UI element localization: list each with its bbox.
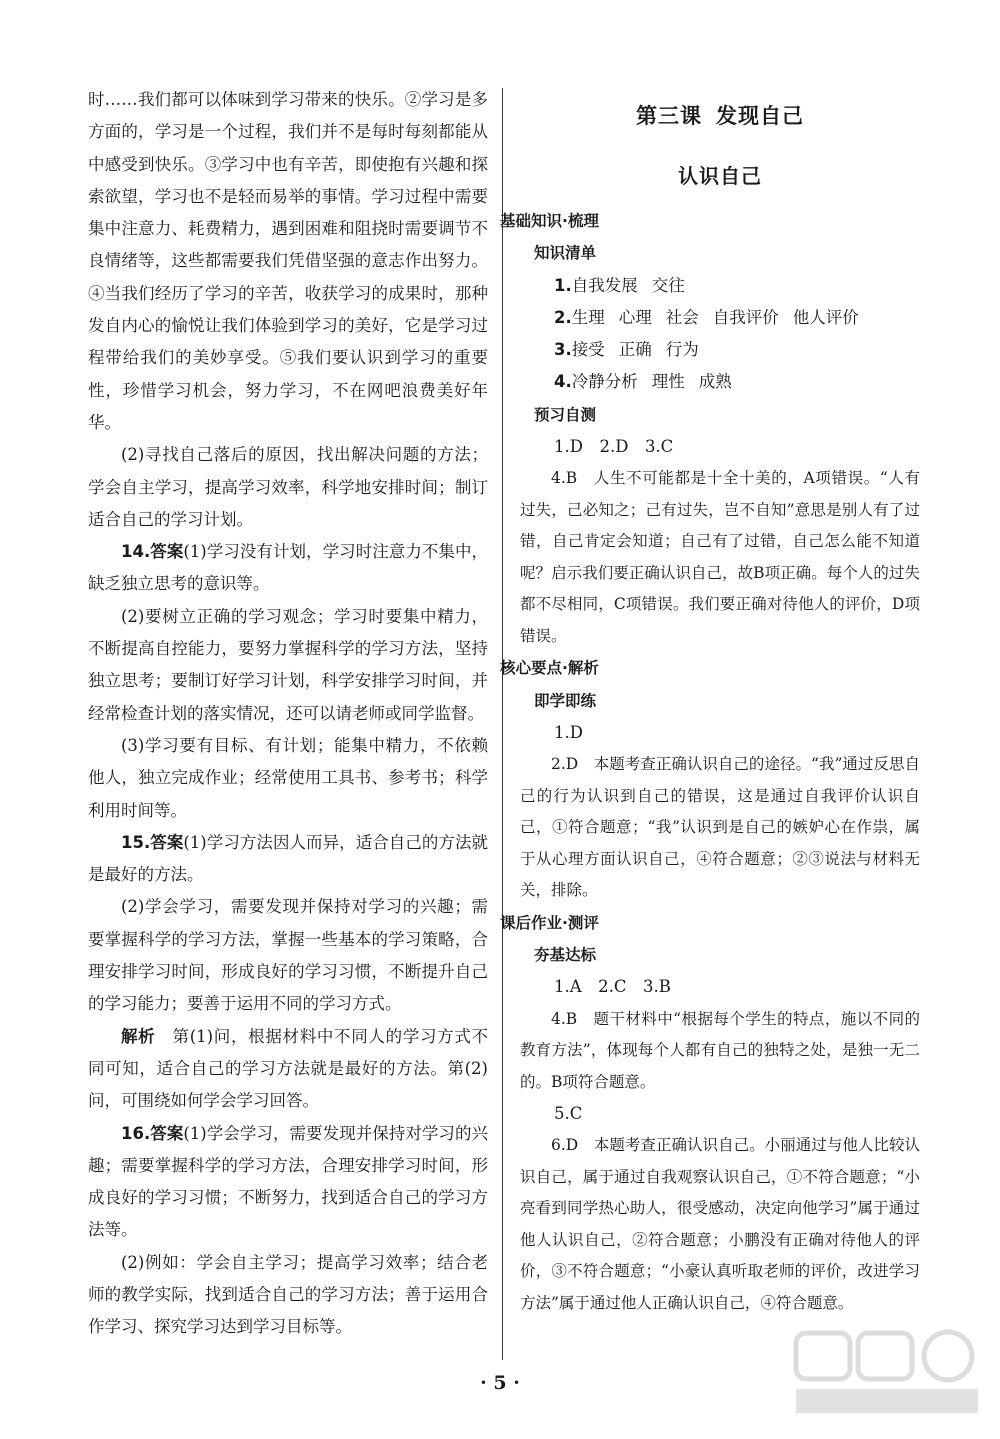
item-term: 正确 — [618, 340, 652, 360]
q15-answer-1 — [88, 827, 488, 892]
q14-number: 14. — [121, 542, 151, 562]
item-term: 生理 — [571, 307, 605, 327]
item-term: 心理 — [618, 307, 652, 327]
q15-analysis-text: 第(1)问，根据材料中不同人的学习方式不同可知，适合自己的学习方法就是最好的方法。第(2)问，可围绕如何学会学习回答。 — [88, 1026, 489, 1111]
right-column — [500, 84, 920, 1319]
lesson-number: 第三课 — [636, 104, 702, 128]
subheading-foundation: 夯基达标 — [534, 946, 597, 965]
homework-answers-1-3: 1.A 2.C 3.B — [554, 977, 671, 997]
item-term: 自我评价 — [712, 307, 779, 327]
homework-answer-4: 4.B 题干材料中“根据每个学生的特点，施以不同的教育方法”，体现每个人都有自己的独特之处，是独一无二的。B项符合题意。 — [520, 1009, 920, 1091]
q15-answer-2: (2)学会学习，需要发现并保持对学习的兴趣；需要掌握科学的学习方法，掌握一些基本的学习策略，合理安排学习时间，形成良好的学习习惯，不断提升自己的学习能力；要善于运用不同的学习方式。 — [88, 897, 488, 1014]
item-term: 自我发展 — [571, 275, 638, 295]
q15-answer-1-text: (1)学习方法因人而异，适合自己的方法就是最好的方法。 — [88, 832, 489, 885]
subheading-preview-test: 预习自测 — [534, 405, 597, 424]
section-heading-homework: 课后作业·测评 — [500, 913, 599, 932]
q16-answer-label: 答案 — [150, 1123, 184, 1143]
knowledge-item-1 — [554, 270, 920, 302]
homework-answer-5: 5.C — [554, 1104, 583, 1124]
q14-answer-label: 答案 — [150, 542, 184, 562]
q15-answer-label: 答案 — [150, 832, 184, 852]
item-term: 他人评价 — [792, 307, 859, 327]
item-term: 理性 — [651, 372, 685, 392]
knowledge-item-2 — [554, 302, 920, 334]
preview-answers-1-3: 1.D 2.D 3.C — [554, 437, 674, 457]
item-term: 成熟 — [698, 372, 732, 392]
subheading-practice: 即学即练 — [534, 691, 597, 710]
q16-answer-1 — [88, 1118, 488, 1247]
q15-analysis-label: 解析 — [121, 1026, 156, 1046]
lesson-title — [520, 100, 920, 130]
item-term: 社会 — [665, 307, 699, 327]
item-term: 接受 — [571, 340, 605, 360]
paragraph-q13-part2: (2)寻找自己落后的原因，找出解决问题的方法；学会自主学习，提高学习效率，科学地安排时间；制订适合自己的学习计划。 — [88, 445, 488, 529]
q16-answer-1-text: (1)学会学习，需要发现并保持对学习的兴趣；需要掌握科学的学习方法，合理安排学习时间，形成良好的学习习惯；不断努力，找到适合自己的学习方法等。 — [88, 1123, 489, 1240]
column-divider — [502, 88, 503, 1360]
item-term: 交往 — [651, 275, 685, 295]
preview-answer-4: 4.B 人生不可能都是十全十美的，A项错误。“人有过失，己必知之；己有过失，岂不自知”意思是别人有了过错，自己肯定会知道；自己有了过错，自己怎么能不知道呢？启示我们要正确认识自己，故B项正确。每个人的过失都不尽相同，C项错误。我们要正确对待他人的评价，D项错误。 — [520, 469, 920, 645]
q15-analysis — [88, 1021, 488, 1118]
item-term: 行为 — [665, 340, 699, 360]
item-number: 3. — [554, 340, 572, 360]
q14-answer-2: (2)要树立正确的学习观念；学习时要集中精力，不断提高自控能力，要努力掌握科学的学习方法，坚持独立思考；要制订好学习计划，科学安排学习时间，并经常检查计划的落实情况，还可以请老师或同学监督。 — [88, 606, 488, 723]
page-number: · 5 · — [480, 1372, 520, 1394]
section-heading-basics: 基础知识·梳理 — [500, 212, 599, 230]
item-term: 冷静分析 — [571, 372, 638, 392]
item-number: 2. — [554, 307, 572, 327]
knowledge-item-4 — [554, 366, 920, 398]
section-title: 认识自己 — [678, 164, 762, 188]
q14-answer-1-text: (1)学习没有计划，学习时注意力不集中，缺乏独立思考的意识等。 — [88, 542, 489, 594]
q16-number: 16. — [121, 1123, 151, 1143]
paragraph-continued: 时……我们都可以体味到学习带来的快乐。②学习是多方面的，学习是一个过程，我们并不是每时每刻都能从中感受到快乐。③学习中也有辛苦，即使抱有兴趣和探索欲望，学习也不是轻而易举的事情。学习过程中需要集中注意力、耗费精力，遇到困难和阻挠时需要调节不良情绪等，这些都需要我们凭借坚强的意志作出努力。④当我们经历了学习的辛苦，收获学习的成果时，那种发自内心的愉悦让我们体验到学习的美好，它是学习过程带给我们的美妙享受。⑤我们要认识到学习的重要性，珍惜学习机会，努力学习，不在网吧浪费美好年华。 — [88, 90, 488, 432]
section-heading-core: 核心要点·解析 — [500, 659, 599, 678]
subheading-knowledge-list: 知识清单 — [534, 244, 597, 263]
left-column — [88, 84, 488, 1344]
practice-answer-1: 1.D — [554, 722, 583, 742]
knowledge-item-3 — [554, 334, 920, 366]
homework-answer-6: 6.D 本题考查正确认识自己。小丽通过与他人比较认识自己，属于通过自我观察认识自己，①不符合题意；“小亮看到同学热心助人，很受感动，决定向他学习”属于通过他人认识自己，②符合题意；小鹏没有正确对待他人的评价，③不符合题意；“小豪认真听取老师的评价，改进学习方法”属于通过他人正确认识自己，④符合题意。 — [520, 1136, 920, 1312]
q15-number: 15. — [121, 832, 151, 852]
watermark-logo — [792, 1327, 982, 1419]
lesson-name: 发现自己 — [716, 104, 804, 128]
item-number: 4. — [554, 372, 572, 392]
q16-answer-2: (2)例如：学会自主学习；提高学习效率；结合老师的教学实际，找到适合自己的学习方法；善于运用合作学习、探究学习达到学习目标等。 — [88, 1252, 488, 1337]
q14-answer-1 — [88, 536, 488, 601]
item-number: 1. — [554, 275, 572, 295]
practice-answer-2: 2.D 本题考查正确认识自己的途径。“我”通过反思自己的行为认识到自己的错误，这是通过自我评价认识自己，①符合题意；“我”认识到是自己的嫉妒心在作祟，属于从心理方面认识自己，④符合题意；②③说法与材料无关，排除。 — [520, 755, 920, 900]
q14-answer-3: (3)学习要有目标、有计划；能集中精力，不依赖他人，独立完成作业；经常使用工具书、参考书；科学利用时间等。 — [88, 735, 488, 820]
